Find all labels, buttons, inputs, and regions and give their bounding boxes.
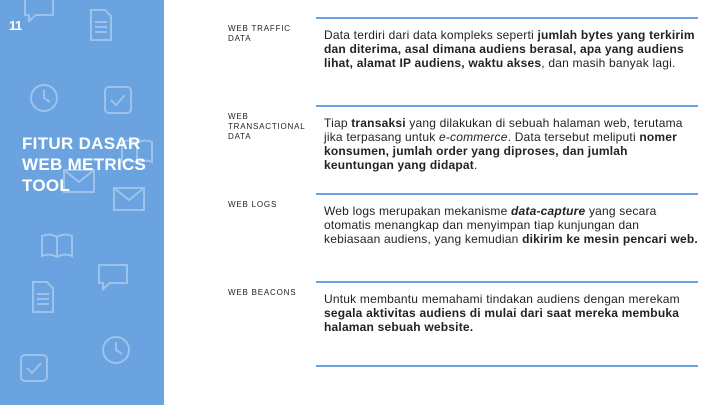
clock-icon	[100, 334, 132, 366]
text-run: e-commerce	[438, 130, 508, 144]
text-run: yang dilakukan di sebuah halaman web, terutama jika terpasang untuk	[324, 116, 683, 144]
text-run: yang terkirim dan diterima, asal dimana audiens berasal, apa yang audiens lihat, alamat IP audiens, waktu akses	[324, 28, 695, 70]
row-divider	[316, 105, 698, 107]
chat-icon	[22, 0, 56, 24]
text-run: Web logs merupakan mekanisme	[324, 204, 511, 218]
slide-number: 11	[9, 18, 22, 33]
feature-description	[324, 292, 698, 334]
feature-label: WEB BEACONS	[228, 288, 297, 297]
row-divider	[316, 281, 698, 283]
document-icon	[30, 280, 56, 314]
text-run: Tiap	[324, 116, 352, 130]
bottom-divider	[316, 365, 698, 367]
text-run: .	[473, 158, 478, 172]
text-run: yang secara otomatis menangkap dan menyimpan tiap kunjungan dan kebiasaan audiens, yang kemudian	[324, 204, 657, 246]
clock-icon	[28, 82, 60, 114]
text-run: segala aktivitas audiens di mulai dari saat mereka membuka halaman sebuah website.	[324, 306, 680, 334]
sidebar-panel	[0, 0, 164, 405]
row-divider	[316, 17, 698, 19]
feature-label: WEB TRAFFIC DATA	[228, 24, 291, 43]
text-run: nomer konsumen, jumlah order yang diproses, dan jumlah keuntungan yang didapat	[324, 130, 678, 172]
check-badge-icon	[18, 352, 50, 384]
text-run: data-capture	[511, 204, 586, 218]
text-run: jumlah bytes	[537, 28, 614, 42]
text-run: , dan masih banyak lagi.	[541, 56, 676, 70]
text-run: dikirim ke mesin pencari web.	[522, 232, 698, 246]
document-icon	[88, 8, 114, 42]
row-divider	[316, 193, 698, 195]
slide-title: FITUR DASAR WEB METRICS TOOL	[22, 134, 147, 195]
feature-description	[324, 28, 698, 70]
text-run: Untuk membantu memahami tindakan audiens dengan merekam	[324, 292, 680, 306]
text-run: transaksi	[351, 116, 406, 130]
text-run: Data terdiri dari data kompleks seperti	[324, 28, 538, 42]
feature-label: WEB LOGS	[228, 200, 278, 209]
text-run: . Data tersebut meliputi	[507, 130, 640, 144]
feature-description	[324, 204, 698, 246]
book-icon	[40, 232, 74, 260]
feature-label: WEB TRANSACTIONAL DATA	[228, 112, 306, 141]
chat-icon	[96, 262, 130, 292]
check-badge-icon	[102, 84, 134, 116]
feature-description	[324, 116, 698, 172]
